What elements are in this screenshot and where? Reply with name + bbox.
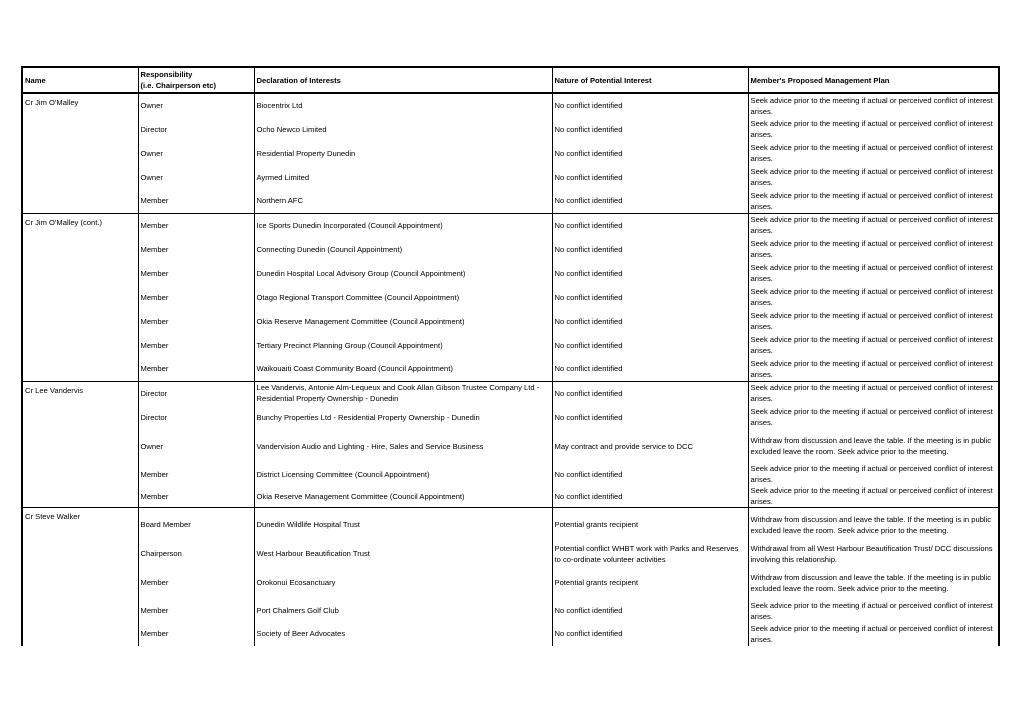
plan-cell: Seek advice prior to the meeting if actual or perceived conflict of interest arises. (748, 189, 999, 213)
declaration-cell: Biocentrix Ltd (254, 93, 552, 117)
declaration-cell: Tertiary Precinct Planning Group (Council Appointment) (254, 333, 552, 357)
responsibility-cell: Owner (138, 429, 254, 463)
member-name: Cr Steve Walker (22, 508, 138, 542)
responsibility-cell: Member (138, 213, 254, 237)
member-name-empty (22, 285, 138, 309)
responsibility-cell: Member (138, 261, 254, 285)
table-row (22, 357, 999, 381)
member-name-empty (22, 566, 138, 600)
table-row (22, 261, 999, 285)
table-row (22, 93, 999, 117)
table-row (22, 189, 999, 213)
table-row (22, 309, 999, 333)
header-responsibility (138, 67, 254, 93)
header-declaration: Declaration of Interests (254, 67, 552, 93)
declaration-cell: Residential Property Dunedin (254, 141, 552, 165)
declaration-cell: Orokonui Ecosanctuary (254, 566, 552, 600)
plan-cell: Seek advice prior to the meeting if actual or perceived conflict of interest arises. (748, 600, 999, 622)
nature-cell: No conflict identified (552, 463, 748, 485)
interests-register-table (21, 66, 1000, 646)
responsibility-cell: Owner (138, 93, 254, 117)
member-name-empty (22, 309, 138, 333)
plan-cell: Seek advice prior to the meeting if actual or perceived conflict of interest arises. (748, 141, 999, 165)
plan-cell: Seek advice prior to the meeting if actual or perceived conflict of interest arises. (748, 485, 999, 508)
declaration-cell: Otago Regional Transport Committee (Council Appointment) (254, 285, 552, 309)
table-row (22, 117, 999, 141)
nature-cell: No conflict identified (552, 261, 748, 285)
declaration-cell: Waikouaiti Coast Community Board (Council Appointment) (254, 357, 552, 381)
table-body (22, 93, 999, 646)
plan-cell: Seek advice prior to the meeting if actual or perceived conflict of interest arises. (748, 165, 999, 189)
member-name-empty (22, 261, 138, 285)
responsibility-cell: Board Member (138, 508, 254, 542)
declaration-cell: Okia Reserve Management Committee (Council Appointment) (254, 309, 552, 333)
table-row (22, 508, 999, 542)
table-row (22, 405, 999, 429)
header-row (22, 67, 999, 93)
declaration-cell: Northern AFC (254, 189, 552, 213)
plan-cell: Seek advice prior to the meeting if actual or perceived conflict of interest arises. (748, 333, 999, 357)
header-responsibility-line2: (i.e. Chairperson etc) (140, 81, 217, 90)
declaration-cell: Society of Beer Advocates (254, 622, 552, 646)
table-row (22, 485, 999, 508)
nature-cell: No conflict identified (552, 622, 748, 646)
nature-cell: Potential grants recipient (552, 508, 748, 542)
nature-cell: No conflict identified (552, 189, 748, 213)
member-name-empty (22, 141, 138, 165)
responsibility-cell: Member (138, 333, 254, 357)
nature-cell: No conflict identified (552, 381, 748, 405)
responsibility-cell: Director (138, 117, 254, 141)
member-name-empty (22, 189, 138, 213)
responsibility-cell: Owner (138, 165, 254, 189)
nature-cell: No conflict identified (552, 117, 748, 141)
header-nature: Nature of Potential Interest (552, 67, 748, 93)
plan-cell: Withdraw from discussion and leave the table. If the meeting is in public excluded leave the room. Seek advice prior to the meeting. (748, 508, 999, 542)
responsibility-cell: Member (138, 189, 254, 213)
member-name: Cr Jim O'Malley (22, 93, 138, 117)
responsibility-cell: Member (138, 309, 254, 333)
member-name-empty (22, 165, 138, 189)
nature-cell: No conflict identified (552, 309, 748, 333)
plan-cell: Seek advice prior to the meeting if actual or perceived conflict of interest arises. (748, 285, 999, 309)
responsibility-cell: Member (138, 357, 254, 381)
plan-cell: Seek advice prior to the meeting if actual or perceived conflict of interest arises. (748, 405, 999, 429)
nature-cell: Potential grants recipient (552, 566, 748, 600)
plan-cell: Seek advice prior to the meeting if actual or perceived conflict of interest arises. (748, 213, 999, 237)
plan-cell: Withdrawal from all West Harbour Beautification Trust/ DCC discussions involving this relationship. (748, 542, 999, 566)
plan-cell: Seek advice prior to the meeting if actual or perceived conflict of interest arises. (748, 381, 999, 405)
table-row (22, 542, 999, 566)
responsibility-cell: Member (138, 237, 254, 261)
declaration-cell: West Harbour Beautification Trust (254, 542, 552, 566)
nature-cell: Potential conflict WHBT work with Parks and Reserves to co-ordinate volunteer activities (552, 542, 748, 566)
table-row (22, 285, 999, 309)
member-name-empty (22, 405, 138, 429)
table-row (22, 622, 999, 646)
plan-cell: Seek advice prior to the meeting if actual or perceived conflict of interest arises. (748, 261, 999, 285)
table-row (22, 165, 999, 189)
responsibility-cell: Member (138, 285, 254, 309)
nature-cell: No conflict identified (552, 141, 748, 165)
plan-cell: Seek advice prior to the meeting if actual or perceived conflict of interest arises. (748, 309, 999, 333)
table-row (22, 333, 999, 357)
responsibility-cell: Member (138, 600, 254, 622)
member-name-empty (22, 485, 138, 508)
responsibility-cell: Member (138, 485, 254, 508)
nature-cell: No conflict identified (552, 213, 748, 237)
plan-cell: Withdraw from discussion and leave the table. If the meeting is in public excluded leave the room. Seek advice prior to the meeting. (748, 566, 999, 600)
member-name-empty (22, 622, 138, 646)
declaration-cell: Okia Reserve Management Committee (Council Appointment) (254, 485, 552, 508)
declaration-cell: Bunchy Properties Ltd - Residential Property Ownership - Dunedin (254, 405, 552, 429)
nature-cell: No conflict identified (552, 285, 748, 309)
member-name-empty (22, 237, 138, 261)
responsibility-cell: Member (138, 622, 254, 646)
plan-cell: Withdraw from discussion and leave the table. If the meeting is in public excluded leave the room. Seek advice prior to the meeting. (748, 429, 999, 463)
declaration-cell: Port Chalmers Golf Club (254, 600, 552, 622)
table-row (22, 463, 999, 485)
nature-cell: No conflict identified (552, 600, 748, 622)
header-plan: Member's Proposed Management Plan (748, 67, 999, 93)
declaration-cell: Ice Sports Dunedin Incorporated (Council Appointment) (254, 213, 552, 237)
table-header (22, 67, 999, 93)
nature-cell: No conflict identified (552, 333, 748, 357)
declaration-cell: Ayrmed Limited (254, 165, 552, 189)
declaration-cell: Dunedin Wildlife Hospital Trust (254, 508, 552, 542)
table-row (22, 600, 999, 622)
member-name: Cr Lee Vandervis (22, 381, 138, 405)
member-name-empty (22, 357, 138, 381)
table-row (22, 429, 999, 463)
table-row (22, 141, 999, 165)
table-row (22, 381, 999, 405)
responsibility-cell: Chairperson (138, 542, 254, 566)
member-name-empty (22, 333, 138, 357)
header-responsibility-line1: Responsibility (140, 70, 193, 79)
plan-cell: Seek advice prior to the meeting if actual or perceived conflict of interest arises. (748, 93, 999, 117)
nature-cell: No conflict identified (552, 485, 748, 508)
nature-cell: May contract and provide service to DCC (552, 429, 748, 463)
member-name-empty (22, 600, 138, 622)
header-name: Name (22, 67, 138, 93)
nature-cell: No conflict identified (552, 165, 748, 189)
plan-cell: Seek advice prior to the meeting if actual or perceived conflict of interest arises. (748, 117, 999, 141)
member-name-empty (22, 117, 138, 141)
nature-cell: No conflict identified (552, 405, 748, 429)
declaration-cell: Lee Vandervis, Antonie Alm-Lequeux and Cook Allan Gibson Trustee Company Ltd - Residential Property Ownership - Dunedin (254, 381, 552, 405)
declaration-cell: Vandervision Audio and Lighting - Hire, Sales and Service Business (254, 429, 552, 463)
table-row (22, 566, 999, 600)
nature-cell: No conflict identified (552, 93, 748, 117)
table-row (22, 237, 999, 261)
responsibility-cell: Director (138, 381, 254, 405)
declaration-cell: Ocho Newco Limited (254, 117, 552, 141)
plan-cell: Seek advice prior to the meeting if actual or perceived conflict of interest arises. (748, 622, 999, 646)
responsibility-cell: Owner (138, 141, 254, 165)
member-name-empty (22, 429, 138, 463)
nature-cell: No conflict identified (552, 237, 748, 261)
declaration-cell: Dunedin Hospital Local Advisory Group (Council Appointment) (254, 261, 552, 285)
plan-cell: Seek advice prior to the meeting if actual or perceived conflict of interest arises. (748, 463, 999, 485)
table-row (22, 213, 999, 237)
member-name-empty (22, 463, 138, 485)
nature-cell: No conflict identified (552, 357, 748, 381)
member-name: Cr Jim O'Malley (cont.) (22, 213, 138, 237)
declaration-cell: Connecting Dunedin (Council Appointment) (254, 237, 552, 261)
declaration-cell: District Licensing Committee (Council Appointment) (254, 463, 552, 485)
responsibility-cell: Member (138, 566, 254, 600)
responsibility-cell: Member (138, 463, 254, 485)
member-name-empty (22, 542, 138, 566)
plan-cell: Seek advice prior to the meeting if actual or perceived conflict of interest arises. (748, 357, 999, 381)
plan-cell: Seek advice prior to the meeting if actual or perceived conflict of interest arises. (748, 237, 999, 261)
responsibility-cell: Director (138, 405, 254, 429)
